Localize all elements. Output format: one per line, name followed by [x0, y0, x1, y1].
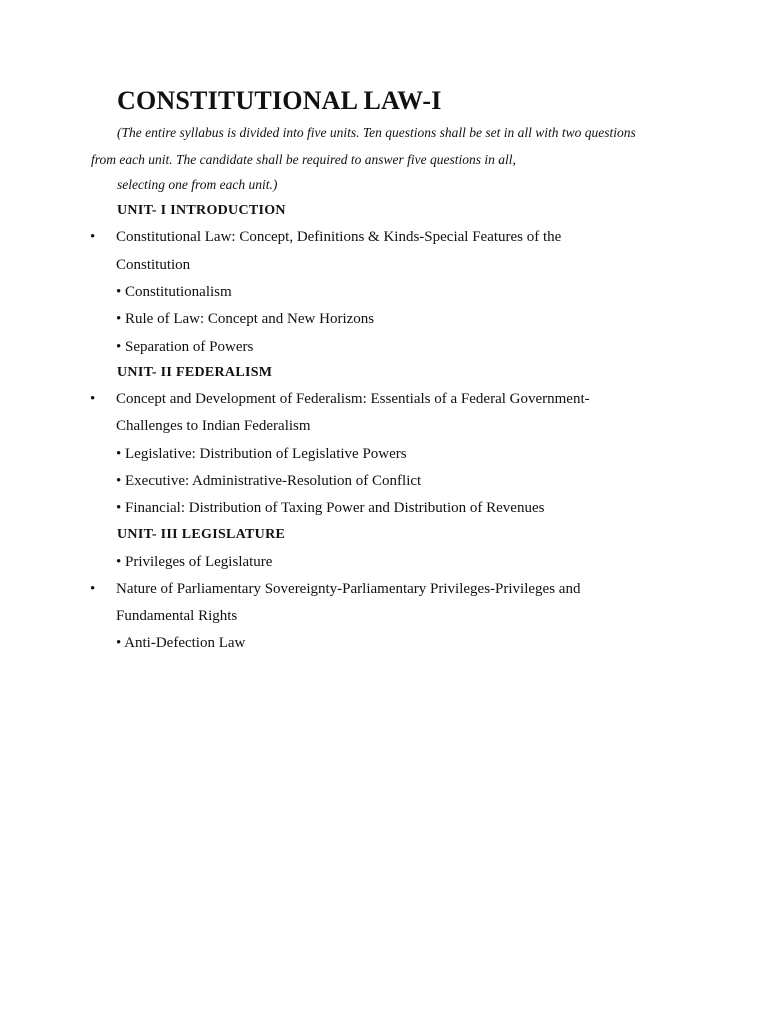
intro-line-2: from each unit. The candidate shall be required to answer five questions in all,: [91, 152, 516, 167]
intro-line-1: (The entire syllabus is divided into five units. Ten questions shall be set in all with two questions: [117, 125, 636, 140]
unit-1-item-1-line-2: Constitution: [116, 257, 191, 273]
list-bullet: •: [90, 391, 96, 407]
unit-2-heading: UNIT- II FEDERALISM: [117, 365, 273, 380]
unit-1-sub-item-2: • Rule of Law: Concept and New Horizons: [116, 311, 375, 327]
unit-2-sub-item-2: • Executive: Administrative-Resolution of Conflict: [116, 473, 422, 489]
unit-2-sub-item-1: • Legislative: Distribution of Legislative Powers: [116, 446, 407, 462]
unit-2-sub-item-3: • Financial: Distribution of Taxing Power and Distribution of Revenues: [116, 500, 545, 516]
unit-1-sub-item-1: • Constitutionalism: [116, 284, 232, 300]
unit-3-item-1-line-2: Fundamental Rights: [116, 608, 238, 624]
list-bullet: •: [90, 229, 96, 245]
unit-1-sub-item-3: • Separation of Powers: [116, 339, 254, 355]
unit-1-heading: UNIT- I INTRODUCTION: [117, 203, 286, 218]
unit-3-heading: UNIT- III LEGISLATURE: [117, 527, 286, 542]
unit-1-item-1-line-1: Constitutional Law: Concept, Definitions & Kinds-Special Features of the: [116, 229, 562, 245]
unit-3-sub-item-2: • Anti-Defection Law: [116, 635, 246, 651]
unit-2-item-1-line-2: Challenges to Indian Federalism: [116, 418, 311, 434]
page-title: CONSTITUTIONAL LAW-I: [117, 86, 442, 115]
unit-3-item-1-line-1: Nature of Parliamentary Sovereignty-Parliamentary Privileges-Privileges and: [116, 581, 581, 597]
unit-3-sub-item-1: • Privileges of Legislature: [116, 554, 273, 570]
unit-2-item-1-line-1: Concept and Development of Federalism: Essentials of a Federal Government-: [116, 391, 590, 407]
intro-line-3: selecting one from each unit.): [117, 177, 278, 192]
list-bullet: •: [90, 581, 96, 597]
